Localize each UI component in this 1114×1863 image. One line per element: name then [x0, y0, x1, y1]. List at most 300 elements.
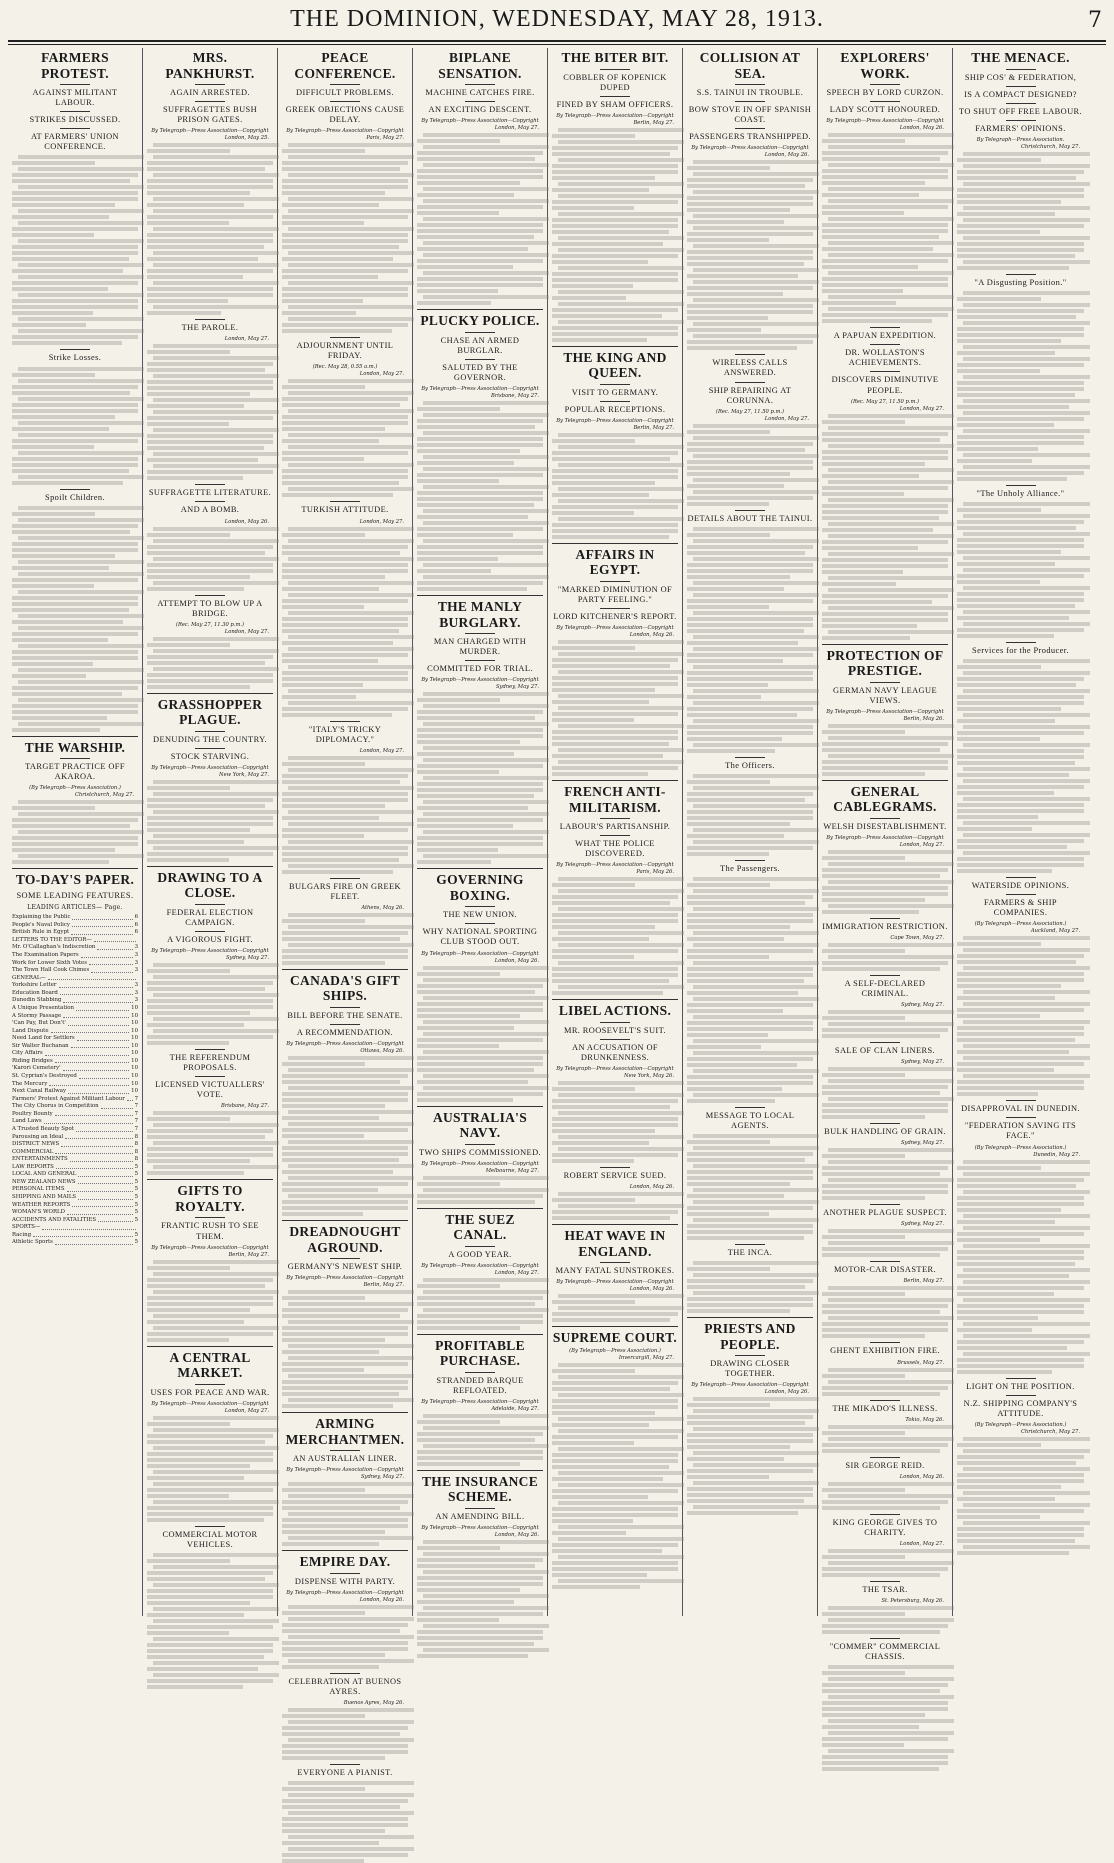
text-line	[828, 588, 954, 592]
article-paragraph	[147, 143, 273, 153]
toc-item: SPORTS—	[12, 1224, 41, 1231]
article-subheading: FEDERAL ELECTION CAMPAIGN.	[147, 904, 273, 928]
text-line	[12, 341, 122, 345]
article	[552, 999, 678, 1163]
article-paragraph	[282, 1847, 408, 1863]
text-line	[828, 1482, 954, 1486]
text-line	[153, 1565, 279, 1569]
toc-row	[12, 1156, 138, 1164]
text-line	[423, 1570, 549, 1574]
text-line	[147, 362, 273, 366]
text-line	[963, 1002, 1090, 1006]
article	[822, 1457, 948, 1510]
text-line	[552, 1519, 633, 1523]
text-line	[822, 510, 948, 514]
text-line	[288, 1176, 414, 1180]
text-line	[822, 742, 948, 746]
text-line	[957, 363, 1084, 367]
article-paragraph	[147, 209, 273, 225]
article-paragraph	[147, 398, 273, 408]
article-byline: By Telegraph—Press Association—Copyright	[421, 386, 539, 393]
article-dateline: Sydney, May 27.	[901, 1059, 944, 1066]
toc-item: Riding Bridges	[12, 1057, 53, 1064]
text-line	[423, 722, 549, 726]
text-line	[963, 164, 1090, 168]
text-line	[558, 748, 684, 752]
text-line	[417, 277, 543, 281]
toc-leader	[72, 1202, 132, 1208]
text-line	[552, 1459, 678, 1463]
article-paragraph	[282, 689, 408, 699]
text-line	[423, 692, 549, 696]
text-line	[552, 742, 669, 746]
article-paragraph	[822, 1380, 948, 1396]
article-paragraph	[957, 779, 1084, 795]
toc-leader	[76, 1005, 129, 1011]
text-line	[153, 1673, 279, 1677]
article-paragraph	[687, 647, 813, 663]
text-line	[693, 840, 819, 844]
article-paragraph	[147, 810, 273, 832]
text-line	[957, 1208, 1061, 1212]
article-paragraph	[552, 140, 678, 156]
article-paragraph	[282, 1398, 408, 1408]
text-line	[957, 1008, 1084, 1012]
toc-page: 10	[131, 1088, 138, 1095]
text-line	[147, 1117, 230, 1121]
article-paragraph	[822, 199, 948, 215]
article-subheading: THE MIKADO'S ILLNESS.	[822, 1400, 948, 1414]
text-line	[687, 328, 761, 332]
text-line	[687, 967, 813, 971]
toc-row	[12, 1005, 138, 1013]
article-byline: (Rec. May 27, 11.50 p.m.)	[850, 398, 920, 405]
article-subheading: A RECOMMENDATION.	[282, 1024, 408, 1038]
article-paragraph	[552, 1417, 678, 1427]
text-line	[552, 493, 649, 497]
text-line	[147, 1667, 258, 1671]
text-line	[18, 698, 144, 702]
text-line	[822, 1488, 905, 1492]
text-line	[12, 409, 138, 413]
article-paragraph	[552, 1363, 678, 1373]
text-line	[153, 637, 279, 641]
article-paragraph	[12, 668, 138, 678]
text-line	[552, 1465, 669, 1469]
text-line	[147, 685, 250, 689]
article-paragraph	[417, 217, 543, 239]
text-line	[12, 391, 130, 395]
text-line	[693, 280, 819, 284]
article-paragraph	[147, 344, 273, 354]
text-line	[147, 1005, 273, 1009]
article-paragraph	[687, 190, 813, 212]
text-line	[957, 954, 1084, 958]
text-line	[822, 289, 903, 293]
text-line	[552, 766, 678, 770]
text-line	[822, 1567, 948, 1571]
text-line	[558, 320, 684, 324]
article	[417, 1470, 543, 1658]
article-headline: THE INSURANCE SCHEME.	[421, 1473, 539, 1505]
text-line	[822, 874, 940, 878]
text-line	[687, 810, 813, 814]
text-line	[828, 630, 954, 634]
article-paragraph	[957, 164, 1084, 180]
text-line	[558, 302, 684, 306]
text-line	[153, 557, 279, 561]
text-line	[552, 1099, 678, 1103]
text-line	[12, 305, 138, 309]
text-line	[147, 798, 273, 802]
text-line	[153, 305, 279, 309]
text-line	[957, 459, 1032, 463]
text-line	[147, 368, 265, 372]
text-line	[552, 284, 633, 288]
article-separator	[147, 1179, 273, 1180]
article-paragraph	[417, 163, 543, 185]
article-paragraph	[822, 1618, 948, 1634]
article-paragraph	[147, 780, 273, 790]
article-paragraph	[282, 1086, 408, 1108]
article-separator	[417, 309, 543, 310]
article-paragraph	[417, 271, 543, 293]
text-line	[957, 224, 1084, 228]
article-separator	[147, 693, 273, 694]
text-line	[957, 815, 1038, 819]
article-paragraph	[147, 792, 273, 808]
text-line	[288, 647, 414, 651]
text-line	[282, 617, 408, 621]
article	[552, 50, 678, 342]
article-paragraph	[147, 993, 273, 1015]
article-subheading: GREEK OBJECTIONS CAUSE DELAY.	[282, 101, 408, 125]
article-dateline: London, May 27.	[224, 336, 269, 343]
text-line	[693, 804, 819, 808]
text-line	[282, 287, 408, 291]
article-paragraph	[552, 236, 678, 246]
text-line	[282, 481, 399, 485]
article-paragraph	[822, 1494, 948, 1510]
text-line	[957, 677, 1084, 681]
text-line	[282, 1518, 408, 1522]
article-subheading: TO SHUT OFF FREE LABOUR.	[957, 103, 1084, 117]
toc-leader	[98, 1217, 133, 1223]
text-line	[153, 1607, 279, 1611]
toc-page: 6	[134, 914, 138, 921]
article-paragraph	[957, 1334, 1084, 1350]
article-subheading: SALE OF CLAN LINERS.	[822, 1042, 948, 1056]
article-paragraph	[282, 810, 408, 820]
text-line	[963, 1322, 1090, 1326]
text-line	[417, 473, 543, 477]
article-byline: (By Telegraph—Press Association.)	[29, 785, 121, 792]
text-line	[12, 385, 138, 389]
text-line	[963, 725, 1090, 729]
text-line	[822, 1253, 940, 1257]
text-line	[282, 1524, 408, 1528]
text-line	[153, 780, 279, 784]
article-dateline: London, May 26.	[899, 1473, 944, 1480]
text-line	[822, 1304, 948, 1308]
toc-row	[12, 1118, 138, 1126]
text-line	[558, 907, 684, 911]
article-paragraph	[552, 1525, 678, 1535]
text-line	[12, 728, 100, 732]
text-line	[12, 457, 138, 461]
article-paragraph	[552, 640, 678, 650]
article-byline: By Telegraph—Press Association—Copyright	[556, 1066, 674, 1073]
article-dateline: Berlin, May 27.	[903, 1278, 944, 1285]
text-line	[957, 1262, 1075, 1266]
text-line	[822, 856, 905, 860]
text-line	[282, 931, 408, 935]
text-line	[687, 822, 790, 826]
article-paragraph	[957, 502, 1084, 512]
text-line	[282, 1829, 385, 1833]
toc-page: 7	[134, 1110, 138, 1117]
text-line	[963, 821, 1090, 825]
toc-page: 5	[134, 1171, 138, 1178]
article-paragraph	[822, 307, 948, 323]
article-paragraph	[687, 478, 813, 488]
text-line	[687, 563, 813, 567]
text-line	[423, 455, 549, 459]
text-line	[687, 1267, 770, 1271]
text-line	[282, 1314, 400, 1318]
text-line	[822, 949, 905, 953]
text-line	[417, 1618, 499, 1622]
text-line	[687, 852, 769, 856]
toc-row	[12, 1013, 138, 1021]
article	[687, 757, 813, 856]
article-paragraph	[147, 557, 273, 579]
text-line	[822, 504, 948, 508]
text-line	[957, 230, 1040, 234]
text-line	[423, 758, 549, 762]
text-line	[282, 1200, 408, 1204]
article-paragraph	[822, 1010, 948, 1020]
article-subheading: COBBLER OF KOPENICK DUPED	[552, 69, 678, 93]
text-line	[822, 910, 919, 914]
text-line	[957, 1539, 1075, 1543]
text-line	[282, 1362, 408, 1366]
text-line	[147, 161, 273, 165]
text-line	[957, 1202, 1084, 1206]
text-line	[822, 462, 925, 466]
article-dateline: London, May 27.	[359, 371, 404, 378]
column-1	[8, 48, 143, 1616]
article-paragraph	[957, 586, 1084, 608]
text-line	[558, 694, 684, 698]
article-byline: By Telegraph—Press Association—Copyright	[421, 1262, 539, 1269]
text-line	[288, 611, 414, 615]
text-line	[693, 1039, 819, 1043]
text-line	[12, 596, 138, 600]
text-line	[423, 145, 549, 149]
text-line	[417, 990, 535, 994]
text-line	[963, 1352, 1090, 1356]
article-paragraph	[957, 622, 1084, 638]
article-paragraph	[417, 830, 543, 852]
toc-row	[12, 1065, 138, 1073]
article-paragraph	[687, 454, 813, 476]
text-line	[822, 450, 948, 454]
article-paragraph	[147, 1165, 273, 1175]
article-subheading: TWO SHIPS COMMISSIONED.	[417, 1144, 543, 1158]
text-line	[147, 179, 273, 183]
text-line	[822, 193, 919, 197]
article-dateline: London, May 27.	[494, 1269, 539, 1276]
text-line	[423, 187, 549, 191]
text-line	[147, 1153, 273, 1157]
text-line	[288, 527, 414, 531]
text-line	[282, 1665, 379, 1669]
article-paragraph	[687, 298, 813, 320]
text-line	[687, 430, 770, 434]
text-line	[153, 527, 279, 531]
toc-item: LETTERS TO THE EDITOR—	[12, 936, 92, 943]
toc-leader	[70, 1156, 133, 1162]
text-line	[687, 1439, 813, 1443]
text-line	[552, 338, 647, 342]
toc-row	[12, 1035, 138, 1043]
article-paragraph	[687, 424, 813, 434]
article-subheading: IS A COMPACT DESIGNED?	[957, 86, 1084, 100]
text-line	[558, 517, 684, 521]
article	[687, 510, 813, 753]
text-line	[558, 463, 684, 467]
article-paragraph	[687, 931, 813, 941]
article-subheading: ADJOURNMENT UNTIL FRIDAY.	[282, 337, 408, 361]
text-line	[552, 260, 648, 264]
text-line	[417, 1302, 535, 1306]
text-line	[417, 1582, 543, 1586]
article-paragraph	[282, 1356, 408, 1372]
text-line	[957, 158, 1041, 162]
article-paragraph	[687, 1261, 813, 1271]
text-line	[12, 373, 95, 377]
article	[822, 1342, 948, 1395]
text-line	[153, 649, 279, 653]
text-line	[417, 1062, 543, 1066]
text-line	[282, 1647, 408, 1651]
article-paragraph	[12, 293, 138, 315]
toc-row	[12, 952, 138, 960]
text-line	[288, 1140, 414, 1144]
article-paragraph	[417, 758, 543, 774]
text-line	[828, 468, 954, 472]
text-line	[822, 1374, 905, 1378]
text-line	[417, 1284, 500, 1288]
text-line	[147, 1649, 273, 1653]
article	[957, 877, 1084, 1096]
text-line	[423, 1278, 549, 1282]
text-line	[822, 205, 948, 209]
text-line	[282, 653, 408, 657]
text-line	[12, 427, 109, 431]
article-byline: By Telegraph—Press Association—Copyright	[421, 1398, 539, 1405]
text-line	[288, 689, 414, 693]
article-dateline: Dunedin, May 27.	[1033, 1151, 1080, 1158]
article-subheading: GERMANY'S NEWEST SHIP.	[282, 1258, 408, 1272]
text-line	[822, 492, 904, 496]
article-paragraph	[12, 421, 138, 431]
text-line	[687, 166, 770, 170]
text-line	[18, 590, 144, 594]
article-subheading: MESSAGE TO LOCAL AGENTS.	[687, 1107, 813, 1131]
text-line	[963, 1268, 1090, 1272]
toc-item: St. Cyprian's Destroyed	[12, 1073, 77, 1080]
article	[957, 1100, 1084, 1373]
text-line	[147, 1613, 244, 1617]
text-line	[687, 713, 797, 717]
article-paragraph	[552, 1429, 678, 1445]
text-line	[423, 854, 549, 858]
text-line	[828, 163, 954, 167]
toc-leader	[72, 914, 132, 920]
text-line	[282, 1629, 400, 1633]
article-paragraph	[282, 539, 408, 555]
text-line	[147, 215, 273, 219]
article-headline: HEAT WAVE IN ENGLAND.	[564, 1228, 666, 1259]
text-line	[282, 1641, 408, 1645]
text-line	[687, 587, 784, 591]
text-line	[147, 293, 273, 297]
text-line	[693, 1291, 819, 1295]
text-line	[147, 1171, 244, 1175]
article-dateline: London, May 26.	[764, 152, 809, 159]
text-line	[552, 682, 678, 686]
text-line	[828, 576, 954, 580]
article-paragraph	[282, 647, 408, 663]
text-line	[417, 1182, 500, 1186]
column-5	[548, 48, 683, 1616]
article-paragraph	[12, 560, 138, 570]
text-line	[687, 202, 813, 206]
text-line	[957, 333, 1084, 337]
text-line	[282, 629, 399, 633]
text-line	[822, 516, 939, 520]
text-line	[957, 1286, 1084, 1290]
toc-item: The Mercury	[12, 1080, 48, 1087]
text-line	[822, 1392, 940, 1396]
article-paragraph	[957, 966, 1084, 988]
article-paragraph	[282, 1164, 408, 1174]
toc-row	[12, 1141, 138, 1149]
article-paragraph	[417, 1188, 543, 1204]
article-paragraph	[417, 854, 543, 864]
text-line	[282, 257, 393, 261]
toc-leader	[71, 929, 132, 935]
article-subheading: THE REFERENDUM PROPOSALS.	[147, 1049, 273, 1073]
text-line	[693, 611, 819, 615]
text-line	[957, 369, 1040, 373]
toc-page: 8	[134, 1133, 138, 1140]
text-line	[282, 1308, 408, 1312]
text-line	[147, 275, 243, 279]
text-line	[417, 193, 514, 197]
toc-leader	[97, 944, 132, 950]
text-line	[828, 145, 954, 149]
article-headline: PLUCKY POLICE.	[420, 313, 540, 329]
text-line	[558, 1081, 684, 1085]
text-line	[18, 329, 144, 333]
text-line	[282, 221, 364, 225]
text-line	[693, 298, 819, 302]
toc-leader	[55, 1239, 133, 1245]
article-paragraph	[687, 701, 813, 717]
